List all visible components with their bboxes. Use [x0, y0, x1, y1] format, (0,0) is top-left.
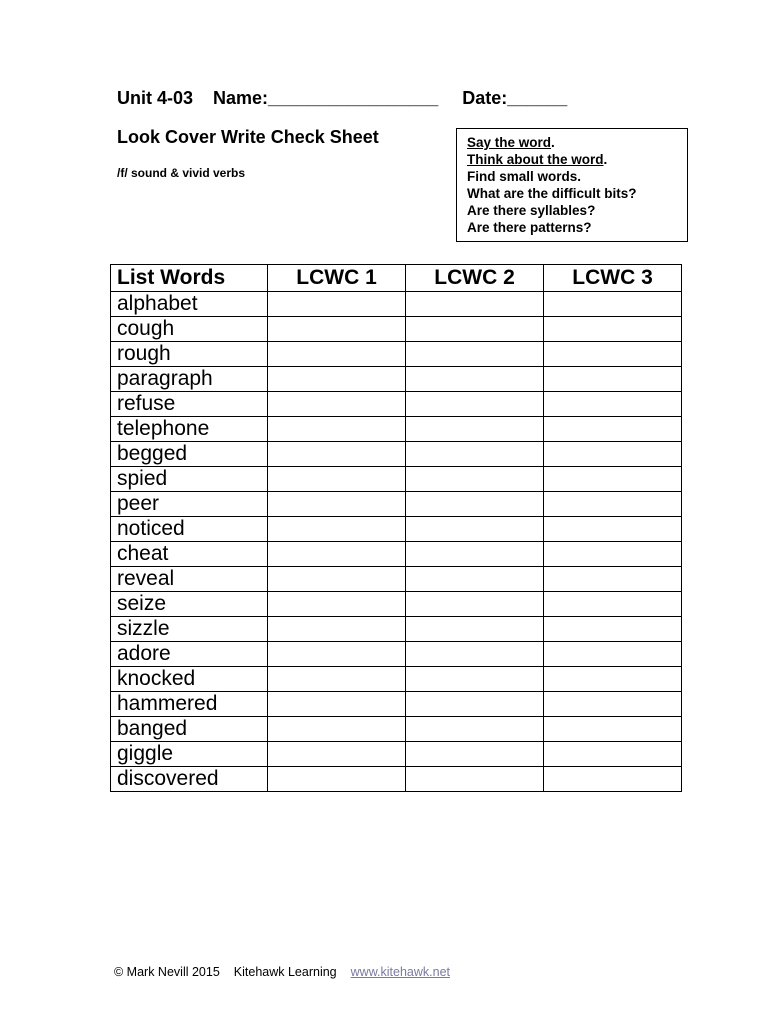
unit-label: Unit 4-03 — [117, 88, 194, 108]
lcwc-1-cell[interactable] — [268, 317, 406, 342]
table-row — [111, 342, 682, 367]
table-row — [111, 367, 682, 392]
table-row — [111, 417, 682, 442]
table-row — [111, 317, 682, 342]
column-header-list-words: List Words — [111, 265, 268, 292]
lcwc-1-cell[interactable] — [268, 592, 406, 617]
lcwc-3-cell[interactable] — [544, 667, 682, 692]
tips-box — [456, 128, 688, 242]
lcwc-1-cell[interactable] — [268, 417, 406, 442]
lcwc-3-cell[interactable] — [544, 492, 682, 517]
table-row — [111, 567, 682, 592]
list-word: reveal — [111, 567, 268, 592]
lcwc-1-cell[interactable] — [268, 692, 406, 717]
tip-line: Think about the word. — [467, 152, 608, 167]
list-word: banged — [111, 717, 268, 742]
lcwc-3-cell[interactable] — [544, 317, 682, 342]
lcwc-2-cell[interactable] — [406, 442, 544, 467]
list-word: alphabet — [111, 292, 268, 317]
column-header-lcwc-3: LCWC 3 — [544, 265, 682, 292]
lcwc-1-cell[interactable] — [268, 667, 406, 692]
sheet-title: Look Cover Write Check Sheet — [117, 127, 379, 147]
lcwc-1-cell[interactable] — [268, 617, 406, 642]
list-word: cheat — [111, 542, 268, 567]
lcwc-2-cell[interactable] — [406, 317, 544, 342]
worksheet-header — [117, 88, 567, 109]
table-row — [111, 592, 682, 617]
lcwc-2-cell[interactable] — [406, 292, 544, 317]
copyright-text: © Mark Nevill 2015 — [114, 965, 220, 979]
list-word: spied — [111, 467, 268, 492]
lcwc-1-cell[interactable] — [268, 292, 406, 317]
lcwc-1-cell[interactable] — [268, 642, 406, 667]
lcwc-3-cell[interactable] — [544, 442, 682, 467]
list-word: telephone — [111, 417, 268, 442]
lcwc-1-cell[interactable] — [268, 567, 406, 592]
lcwc-2-cell[interactable] — [406, 542, 544, 567]
column-header-lcwc-2: LCWC 2 — [406, 265, 544, 292]
footer — [114, 965, 450, 979]
tip-line: Are there syllables? — [467, 203, 596, 218]
table-row — [111, 517, 682, 542]
table-row — [111, 742, 682, 767]
lcwc-3-cell[interactable] — [544, 717, 682, 742]
lcwc-1-cell[interactable] — [268, 717, 406, 742]
date-field-label: Date:______ — [462, 88, 568, 108]
lcwc-3-cell[interactable] — [544, 592, 682, 617]
tip-line: Are there patterns? — [467, 220, 592, 235]
lcwc-2-cell[interactable] — [406, 742, 544, 767]
list-word: sizzle — [111, 617, 268, 642]
list-word: begged — [111, 442, 268, 467]
lcwc-2-cell[interactable] — [406, 667, 544, 692]
lcwc-3-cell[interactable] — [544, 467, 682, 492]
lcwc-2-cell[interactable] — [406, 467, 544, 492]
lcwc-1-cell[interactable] — [268, 467, 406, 492]
table-row — [111, 767, 682, 792]
lcwc-1-cell[interactable] — [268, 767, 406, 792]
table-row — [111, 692, 682, 717]
lcwc-3-cell[interactable] — [544, 567, 682, 592]
table-header-row — [111, 265, 682, 292]
lcwc-3-cell[interactable] — [544, 642, 682, 667]
lcwc-2-cell[interactable] — [406, 342, 544, 367]
list-word: peer — [111, 492, 268, 517]
website-link[interactable]: www.kitehawk.net — [350, 965, 450, 979]
column-header-lcwc-1: LCWC 1 — [268, 265, 406, 292]
lcwc-2-cell[interactable] — [406, 592, 544, 617]
lcwc-2-cell[interactable] — [406, 642, 544, 667]
lcwc-1-cell[interactable] — [268, 442, 406, 467]
list-word: giggle — [111, 742, 268, 767]
sheet-subtitle: /f/ sound & vivid verbs — [117, 166, 246, 180]
lcwc-3-cell[interactable] — [544, 342, 682, 367]
list-word: paragraph — [111, 367, 268, 392]
list-word: noticed — [111, 517, 268, 542]
table-row — [111, 292, 682, 317]
lcwc-1-cell[interactable] — [268, 742, 406, 767]
lcwc-2-cell[interactable] — [406, 567, 544, 592]
lcwc-2-cell[interactable] — [406, 367, 544, 392]
lcwc-3-cell[interactable] — [544, 292, 682, 317]
list-word: adore — [111, 642, 268, 667]
lcwc-3-cell[interactable] — [544, 767, 682, 792]
lcwc-3-cell[interactable] — [544, 692, 682, 717]
tip-line: Find small words. — [467, 169, 582, 184]
table-row — [111, 467, 682, 492]
lcwc-3-cell[interactable] — [544, 417, 682, 442]
list-word: knocked — [111, 667, 268, 692]
table-row — [111, 542, 682, 567]
table-row — [111, 492, 682, 517]
lcwc-2-cell[interactable] — [406, 717, 544, 742]
lcwc-1-cell[interactable] — [268, 542, 406, 567]
company-name: Kitehawk Learning — [233, 965, 337, 979]
tip-line: What are the difficult bits? — [467, 186, 637, 201]
lcwc-3-cell[interactable] — [544, 742, 682, 767]
list-word: hammered — [111, 692, 268, 717]
list-word: refuse — [111, 392, 268, 417]
lcwc-3-cell[interactable] — [544, 367, 682, 392]
lcwc-3-cell[interactable] — [544, 617, 682, 642]
lcwc-1-cell[interactable] — [268, 367, 406, 392]
lcwc-3-cell[interactable] — [544, 517, 682, 542]
lcwc-1-cell[interactable] — [268, 492, 406, 517]
lcwc-2-cell[interactable] — [406, 617, 544, 642]
lcwc-2-cell[interactable] — [406, 417, 544, 442]
lcwc-2-cell[interactable] — [406, 692, 544, 717]
lcwc-2-cell[interactable] — [406, 517, 544, 542]
list-word: cough — [111, 317, 268, 342]
lcwc-3-cell[interactable] — [544, 542, 682, 567]
lcwc-1-cell[interactable] — [268, 517, 406, 542]
table-row — [111, 617, 682, 642]
lcwc-2-cell[interactable] — [406, 392, 544, 417]
lcwc-1-cell[interactable] — [268, 392, 406, 417]
list-word: rough — [111, 342, 268, 367]
lcwc-2-cell[interactable] — [406, 767, 544, 792]
table-row — [111, 642, 682, 667]
table-row — [111, 392, 682, 417]
table-row — [111, 667, 682, 692]
lcwc-2-cell[interactable] — [406, 492, 544, 517]
list-word: discovered — [111, 767, 268, 792]
lcwc-3-cell[interactable] — [544, 392, 682, 417]
tip-line: Say the word. — [467, 135, 555, 150]
lcwc-1-cell[interactable] — [268, 342, 406, 367]
table-row — [111, 717, 682, 742]
table-row — [111, 442, 682, 467]
word-rows — [111, 292, 682, 792]
name-field-label: Name:_________________ — [213, 88, 439, 108]
list-word: seize — [111, 592, 268, 617]
spelling-table — [110, 264, 682, 792]
